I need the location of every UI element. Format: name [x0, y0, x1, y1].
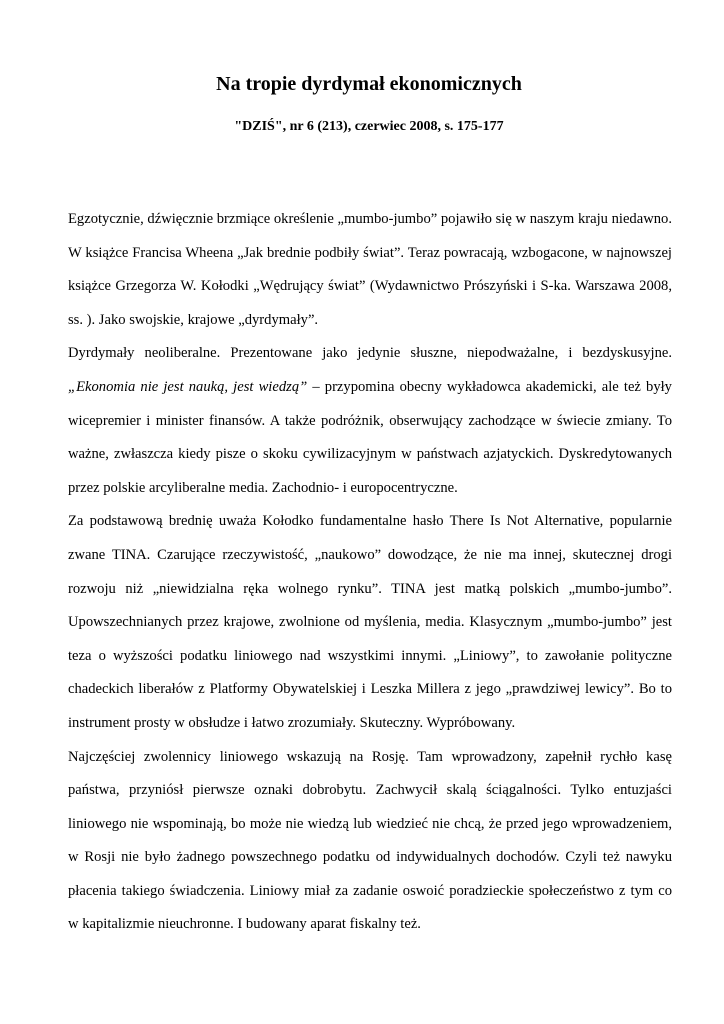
text-line: książce Grzegorza W. Kołodki „Wędrujący świat” (Wydawnictwo Prószyński i S-ka. Warszawa 2008,	[68, 278, 672, 295]
text-line: zwane TINA. Czarujące rzeczywistość, „naukowo” dowodzące, że nie ma innej, skutecznej drogi	[68, 546, 672, 563]
text-fragment: – przypomina obecny wykładowca akademicki, ale też były	[307, 378, 672, 395]
text-line: rozwoju niż „niewidzialna ręka wolnego rynku”. TINA jest matką polskich „mumbo-jumbo”.	[68, 580, 672, 597]
text-line: chadeckich liberałów z Platformy Obywatelskiej i Leszka Millera z jego „prawdziwej lewicy”. Bo to	[68, 681, 672, 698]
text-line: instrument prosty w obsłudze i łatwo zrozumiały. Skuteczny. Wypróbowany.	[68, 714, 516, 731]
paragraph	[68, 337, 672, 505]
text-line: w Rosji nie było żadnego powszechnego podatku od indywidualnych dochodów. Czyli też nawyku	[68, 849, 672, 866]
text-line: W książce Francisa Wheena „Jak brednie podbiły świat”. Teraz powracają, wzbogacone, w najnowszej	[68, 244, 672, 261]
text-line: państwa, przyniósł pierwsze oznaki dobrobytu. Zachwycił skalą ściągalności. Tylko entuzjaści	[68, 782, 672, 799]
text-line: Za podstawową brednię uważa Kołodko fundamentalne hasło There Is Not Alternative, popularnie	[68, 513, 672, 530]
text-line: Dyrdymały neoliberalne. Prezentowane jako jedynie słuszne, niepodważalne, i bezdyskusyjne.	[68, 345, 672, 362]
text-line: w kapitalizmie nieuchronne. I budowany aparat fiskalny też.	[68, 916, 421, 933]
article-body	[68, 203, 672, 942]
paragraph	[68, 203, 672, 337]
text-line: wicepremier i minister finansów. A także podróżnik, obserwujący zachodzące w świecie zmiany. To	[68, 412, 672, 429]
text-line: liniowego nie wspominają, bo może nie wiedzą lub wiedzieć nie chcą, że przed jego wprowadzeniem,	[68, 815, 672, 832]
page-title: Na tropie dyrdymał ekonomicznych	[216, 73, 522, 95]
text-line: Egzotycznie, dźwięcznie brzmiące określenie „mumbo-jumbo” pojawiło się w naszym kraju niedawno.	[68, 211, 672, 227]
text-line: Najczęściej zwolennicy liniowego wskazują na Rosję. Tam wprowadzony, zapełnił rychło kasę	[68, 748, 672, 765]
paragraph	[68, 505, 672, 740]
italic-quote: „Ekonomia nie jest nauką, jest wiedzą”	[68, 378, 308, 395]
text-line-with-quote	[68, 371, 672, 405]
text-line: ważne, zwłaszcza kiedy pisze o skoku cywilizacyjnym w państwach azjatyckich. Dyskredytowanych	[68, 446, 672, 463]
text-line: ss. ). Jako swojskie, krajowe „dyrdymały”.	[68, 311, 319, 328]
text-line: płacenia takiego świadczenia. Liniowy miał za zadanie oswoić poradzieckie społeczeństwo z tym co	[68, 882, 672, 899]
text-line: teza o wyższości podatku liniowego nad wszystkimi innymi. „Liniowy”, to zawołanie polityczne	[68, 647, 672, 664]
publication-info: "DZIŚ", nr 6 (213), czerwiec 2008, s. 175-177	[234, 119, 504, 134]
paragraph	[68, 741, 672, 943]
text-line: Upowszechnianych przez krajowe, zwolnione od myślenia, media. Klasycznym „mumbo-jumbo” jest	[68, 614, 672, 631]
text-line: przez polskie arcyliberalne media. Zachodnio- i europocentryczne.	[68, 479, 458, 496]
